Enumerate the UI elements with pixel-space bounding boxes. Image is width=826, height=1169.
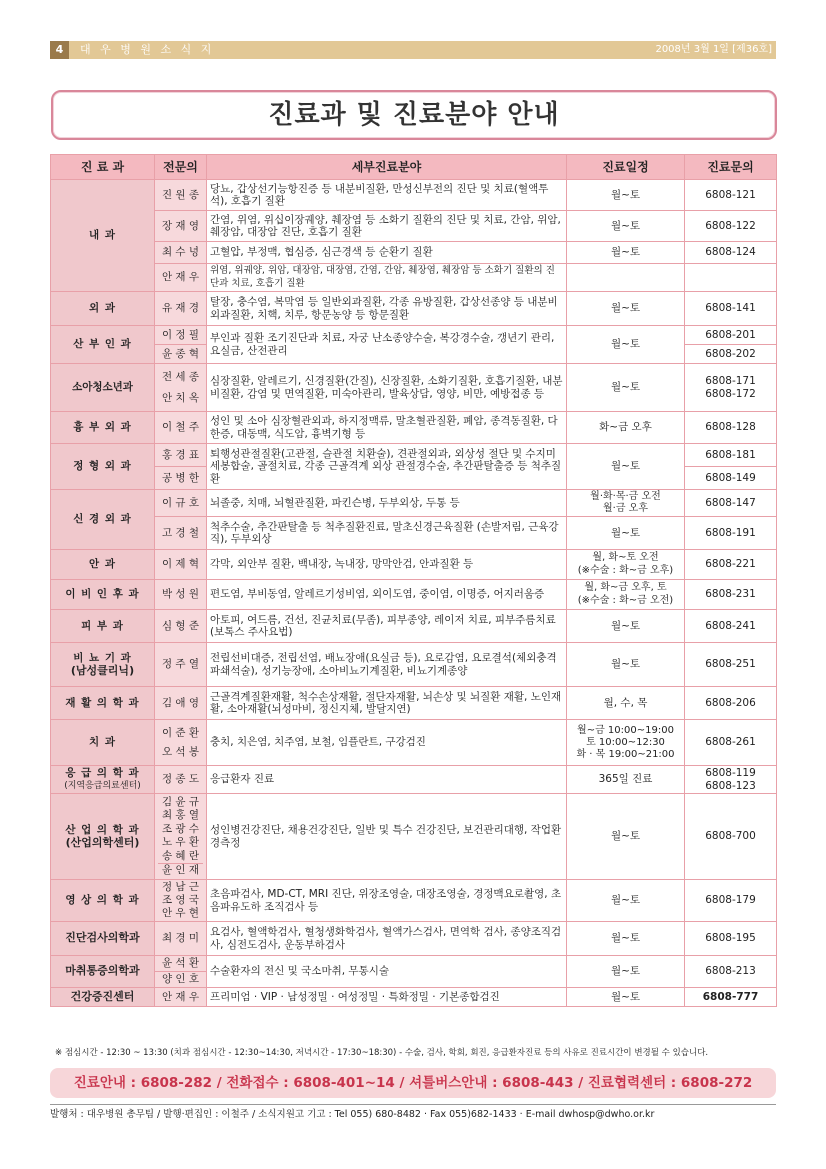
table-row — [51, 794, 777, 880]
doctor-name: 안 우 현 — [161, 907, 200, 919]
table-row — [51, 292, 777, 326]
specialty-text: 뇌졸중, 치매, 뇌혈관질환, 파킨슨병, 두부외상, 두통 등 — [207, 490, 567, 517]
phone-number — [685, 264, 777, 292]
phone-number: 6808-261 — [685, 720, 777, 766]
phone-number: 6808-202 — [685, 345, 777, 364]
doctor-name: 공 병 한 — [155, 467, 207, 490]
specialty-text: 전립선비대증, 전립선염, 배뇨장애(요실금 등), 요로감염, 요로결석(체외충격파쇄석술), 성기능장애, 소아비뇨기계질환, 비뇨기계종양 — [207, 643, 567, 687]
phone-number: 6808-191 — [685, 517, 777, 550]
table-row — [51, 444, 777, 467]
doctor-name: 이 정 필 — [155, 326, 207, 345]
doctor-name: 박 성 원 — [155, 580, 207, 610]
dept-name: 응 급 의 학 과 — [65, 767, 140, 779]
dept-name: 마취통증의학과 — [51, 956, 155, 988]
dept-subtitle: (지역응급의료센터) — [64, 780, 141, 791]
dept-subtitle: (남성클리닉) — [70, 663, 135, 677]
specialty-text: 고혈압, 부정맥, 협심증, 심근경색 등 순환기 질환 — [207, 242, 567, 264]
doctor-name: 양 인 호 — [155, 972, 207, 988]
doctor-name: 안 재 우 — [155, 264, 207, 292]
phone-number: 6808-179 — [685, 880, 777, 922]
specialty-text: 간염, 위염, 위십이장궤양, 췌장염 등 소화기 질환의 진단 및 치료, 간암, 위암, 췌장암, 대장암 진단, 호흡기 질환 — [207, 211, 567, 242]
table-row — [51, 550, 777, 580]
specialty-text: 근골격계질환재활, 척수손상재활, 절단자재활, 뇌손상 및 뇌질환 재활, 노인재활, 소아재활(뇌성마비, 정신지체, 발달지연) — [207, 687, 567, 720]
table-row — [51, 580, 777, 610]
phone-number: 6808-206 — [685, 687, 777, 720]
issue-date: 2008년 3월 1일 [제36호] — [655, 44, 772, 55]
table-row — [51, 643, 777, 687]
dept-name: 정 형 외 과 — [51, 444, 155, 490]
table-header-row — [51, 155, 777, 180]
doctor-name: 이 규 호 — [155, 490, 207, 517]
doctor-list — [155, 794, 207, 880]
doctor-list — [155, 880, 207, 922]
phone-number: 6808-201 — [685, 326, 777, 345]
schedule-text: 월~토 — [567, 242, 685, 264]
schedule-text: 월~토 — [567, 988, 685, 1007]
dept-name: 영 상 의 학 과 — [51, 880, 155, 922]
schedule-text: 월~토 — [567, 643, 685, 687]
dept-name: 치 과 — [51, 720, 155, 766]
doctor-name: 최 홍 열 — [161, 809, 200, 821]
lunch-time-note: ※ 점심시간 - 12:30 ~ 13:30 (치과 점심시간 - 12:30~14:30, 저녁시간 - 17:30~18:30) - 수술, 검사, 학회, 회진, 응급환자진료 등의 사유로 진료시간이 변경될 수 있습니다. — [55, 1048, 709, 1058]
dept-cell — [51, 766, 155, 794]
dept-name: 안 과 — [51, 550, 155, 580]
phone-number: 6808-221 — [685, 550, 777, 580]
page-title: 진료과 및 진료분야 안내 — [268, 100, 560, 130]
table-row — [51, 412, 777, 444]
phone-number: 6808-124 — [685, 242, 777, 264]
table-row — [51, 264, 777, 292]
doctor-name: 윤 인 재 — [158, 863, 203, 878]
schedule-text: 화~금 오후 — [567, 412, 685, 444]
dept-name: 흉 부 외 과 — [51, 412, 155, 444]
table-row — [51, 880, 777, 922]
schedule-text: 월~토 — [567, 444, 685, 490]
doctor-name: 조 광 수 — [161, 822, 200, 835]
header-doctor: 전문의 — [155, 155, 207, 180]
department-table — [50, 154, 777, 1007]
dept-cell — [51, 643, 155, 687]
doctor-name: 이 제 혁 — [155, 550, 207, 580]
doctor-name: 노 우 환 — [161, 836, 200, 848]
schedule-text: 월~토 — [567, 364, 685, 412]
specialty-text: 척추수술, 추간판탈출 등 척추질환진료, 말초신경근육질환 (손발저림, 근육강직), 두부외상 — [207, 517, 567, 550]
schedule-text — [567, 264, 685, 292]
specialty-text: 위염, 위궤양, 위암, 대장암, 대장염, 간염, 간암, 췌장염, 췌장암 등 소화기 질환의 진단과 치료, 호흡기 질환 — [207, 264, 567, 292]
header-specialty: 세부진료분야 — [207, 155, 567, 180]
schedule-text: 월~토 — [567, 794, 685, 880]
doctor-name: 장 재 영 — [155, 211, 207, 242]
phone-number: 6808-251 — [685, 643, 777, 687]
page-number: 4 — [50, 41, 69, 59]
table-row — [51, 517, 777, 550]
table-row — [51, 922, 777, 956]
specialty-text: 당뇨, 갑상선기능항진증 등 내분비질환, 만성신부전의 진단 및 치료(혈액투석), 호흡기 질환 — [207, 180, 567, 211]
dept-name: 내 과 — [51, 180, 155, 292]
table-row — [51, 988, 777, 1007]
doctor-name: 이 철 주 — [155, 412, 207, 444]
specialty-text: 각막, 외안부 질환, 백내장, 녹내장, 망막안검, 안과질환 등 — [207, 550, 567, 580]
specialty-text: 초음파검사, MD-CT, MRI 진단, 위장조영술, 대장조영술, 경정맥요로촬영, 초음파유도하 조직검사 등 — [207, 880, 567, 922]
dept-name: 산 부 인 과 — [51, 326, 155, 364]
specialty-text: 프리미엄 · VIP · 남성정밀 · 여성정밀 · 특화정밀 · 기본종합검진 — [207, 988, 567, 1007]
phone-number: 6808-119 6808-123 — [685, 766, 777, 794]
phone-number: 6808-195 — [685, 922, 777, 956]
dept-subtitle: (산업의학센터) — [65, 835, 140, 849]
table-row — [51, 180, 777, 211]
schedule-text: 월, 수, 목 — [567, 687, 685, 720]
header-department: 진 료 과 — [51, 155, 155, 180]
table-row — [51, 766, 777, 794]
schedule-text: 월~토 — [567, 880, 685, 922]
dept-name: 비 뇨 기 과 — [73, 652, 132, 664]
doctor-name: 전 세 종 — [161, 371, 200, 383]
header-schedule: 진료일정 — [567, 155, 685, 180]
table-row — [51, 364, 777, 412]
doctor-name: 오 석 봉 — [161, 745, 200, 758]
dept-name: 산 업 의 학 과 — [65, 824, 140, 836]
schedule-text: 월~토 — [567, 211, 685, 242]
table-row — [51, 720, 777, 766]
doctor-name: 송 혜 란 — [161, 849, 200, 862]
specialty-text: 아토피, 여드름, 건선, 진균치료(무좀), 피부종양, 레이저 치료, 피부주름치료(보톡스 주사요법) — [207, 610, 567, 643]
doctor-name: 고 경 철 — [155, 517, 207, 550]
doctor-name: 윤 종 혁 — [155, 345, 207, 364]
header-bar — [50, 41, 776, 59]
doctor-name: 정 주 열 — [155, 643, 207, 687]
doctor-name: 최 경 미 — [155, 922, 207, 956]
phone-number: 6808-149 — [685, 467, 777, 490]
doctor-name: 김 윤 규 — [161, 795, 200, 808]
phone-number: 6808-147 — [685, 490, 777, 517]
newsletter-name: 대 우 병 원 소 식 지 — [80, 43, 215, 56]
dept-name: 피 부 과 — [51, 610, 155, 643]
specialty-text: 성인 및 소아 심장혈관외과, 하지정맥류, 말초혈관질환, 폐암, 종격동질환, 다한증, 대동맥, 식도암, 흉벽기형 등 — [207, 412, 567, 444]
doctor-name: 윤 석 환 — [155, 956, 207, 972]
dept-name: 외 과 — [51, 292, 155, 326]
phone-number: 6808-122 — [685, 211, 777, 242]
phone-number: 6808-777 — [685, 988, 777, 1007]
doctor-name: 진 원 종 — [155, 180, 207, 211]
table-row — [51, 490, 777, 517]
specialty-text: 요검사, 혈액학검사, 혈청생화학검사, 혈액가스검사, 면역학 검사, 종양조직검사, 심전도검사, 운동부하검사 — [207, 922, 567, 956]
schedule-text: 월, 화~금 오후, 토 (※수술 : 화~금 오전) — [567, 580, 685, 610]
phone-number: 6808-121 — [685, 180, 777, 211]
specialty-text: 편도염, 부비동염, 알레르기성비염, 외이도염, 중이염, 이명증, 어지러움증 — [207, 580, 567, 610]
doctor-name: 최 수 녕 — [155, 242, 207, 264]
phone-number: 6808-141 — [685, 292, 777, 326]
schedule-text: 365일 진료 — [567, 766, 685, 794]
specialty-text: 심장질환, 알레르기, 신경질환(간질), 신장질환, 소화기질환, 호흡기질환, 내분비질환, 감염 및 면역질환, 미숙아관리, 발육상담, 영양, 비만, 예방접종 등 — [207, 364, 567, 412]
doctor-name: 조 영 국 — [161, 894, 200, 906]
table-row — [51, 956, 777, 972]
schedule-text: 월~토 — [567, 610, 685, 643]
table-row — [51, 687, 777, 720]
doctor-name: 김 애 영 — [155, 687, 207, 720]
dept-name: 진단검사의학과 — [51, 922, 155, 956]
dept-name: 소아청소년과 — [51, 364, 155, 412]
doctor-list — [155, 720, 207, 766]
doctor-name: 홍 경 표 — [155, 444, 207, 467]
doctor-name: 이 준 환 — [161, 727, 200, 739]
phone-number: 6808-213 — [685, 956, 777, 988]
schedule-text: 월~금 10:00~19:00 토 10:00~12:30 화 · 목 19:00~21:00 — [567, 720, 685, 766]
doctor-name: 안 치 옥 — [161, 391, 200, 404]
specialty-text: 응급환자 진료 — [207, 766, 567, 794]
schedule-text: 월~토 — [567, 956, 685, 988]
dept-name: 재 활 의 학 과 — [51, 687, 155, 720]
phone-number: 6808-231 — [685, 580, 777, 610]
phone-number: 6808-241 — [685, 610, 777, 643]
table-row — [51, 610, 777, 643]
header-phone: 진료문의 — [685, 155, 777, 180]
phone-number: 6808-181 — [685, 444, 777, 467]
specialty-text: 수술환자의 전신 및 국소마취, 무통시술 — [207, 956, 567, 988]
divider — [50, 1104, 776, 1105]
specialty-text: 부인과 질환 조기진단과 치료, 자궁 난소종양수술, 복강경수술, 갱년기 관리, 요실금, 산전관리 — [207, 326, 567, 364]
schedule-text: 월~토 — [567, 517, 685, 550]
specialty-text: 성인병건강진단, 채용건강진단, 일반 및 특수 건강진단, 보건관리대행, 작업환경측정 — [207, 794, 567, 880]
schedule-text: 월~토 — [567, 326, 685, 364]
schedule-text: 월·화·목·금 오전 월·금 오후 — [567, 490, 685, 517]
phone-number: 6808-171 6808-172 — [685, 364, 777, 412]
doctor-name: 유 재 경 — [155, 292, 207, 326]
doctor-name: 안 재 우 — [155, 988, 207, 1007]
doctor-name: 심 형 준 — [155, 610, 207, 643]
contact-bar: 진료안내 : 6808-282 / 전화접수 : 6808-401~14 / 셔틀버스안내 : 6808-443 / 진료협력센터 : 6808-272 — [50, 1068, 776, 1098]
phone-number: 6808-128 — [685, 412, 777, 444]
title-box — [51, 90, 777, 140]
dept-name: 이 비 인 후 과 — [51, 580, 155, 610]
dept-name: 건강증진센터 — [51, 988, 155, 1007]
schedule-text: 월~토 — [567, 180, 685, 211]
dept-cell — [51, 794, 155, 880]
schedule-text: 월~토 — [567, 922, 685, 956]
table-row — [51, 242, 777, 264]
publisher-info: 발행처 : 대우병원 총무팀 / 발행·편집인 : 이철주 / 소식지원고 기고 : Tel 055) 680-8482 · Fax 055)682-1433 · E-mail dwhosp@dwho.or.kr — [50, 1109, 655, 1120]
specialty-text: 충치, 치은염, 치주염, 보철, 임플란트, 구강검진 — [207, 720, 567, 766]
phone-number: 6808-700 — [685, 794, 777, 880]
doctor-name — [155, 364, 207, 412]
specialty-text: 탈장, 충수염, 복막염 등 일반외과질환, 각종 유방질환, 갑상선종양 등 내분비외과질환, 치핵, 치루, 항문농양 등 항문질환 — [207, 292, 567, 326]
doctor-name: 정 남 근 — [161, 881, 200, 893]
table-row — [51, 211, 777, 242]
doctor-name: 정 종 도 — [155, 766, 207, 794]
table-row — [51, 326, 777, 345]
dept-name: 신 경 외 과 — [51, 490, 155, 550]
schedule-text: 월~토 — [567, 292, 685, 326]
schedule-text: 월, 화~토 오전 (※수술 : 화~금 오후) — [567, 550, 685, 580]
specialty-text: 퇴행성관절질환(고관절, 슬관절 치환술), 견관절외과, 외상성 절단 및 수지미세봉합술, 골절치료, 각종 근골격계 외상 관절경수술, 추간판탈출증 등 척추질환 — [207, 444, 567, 490]
